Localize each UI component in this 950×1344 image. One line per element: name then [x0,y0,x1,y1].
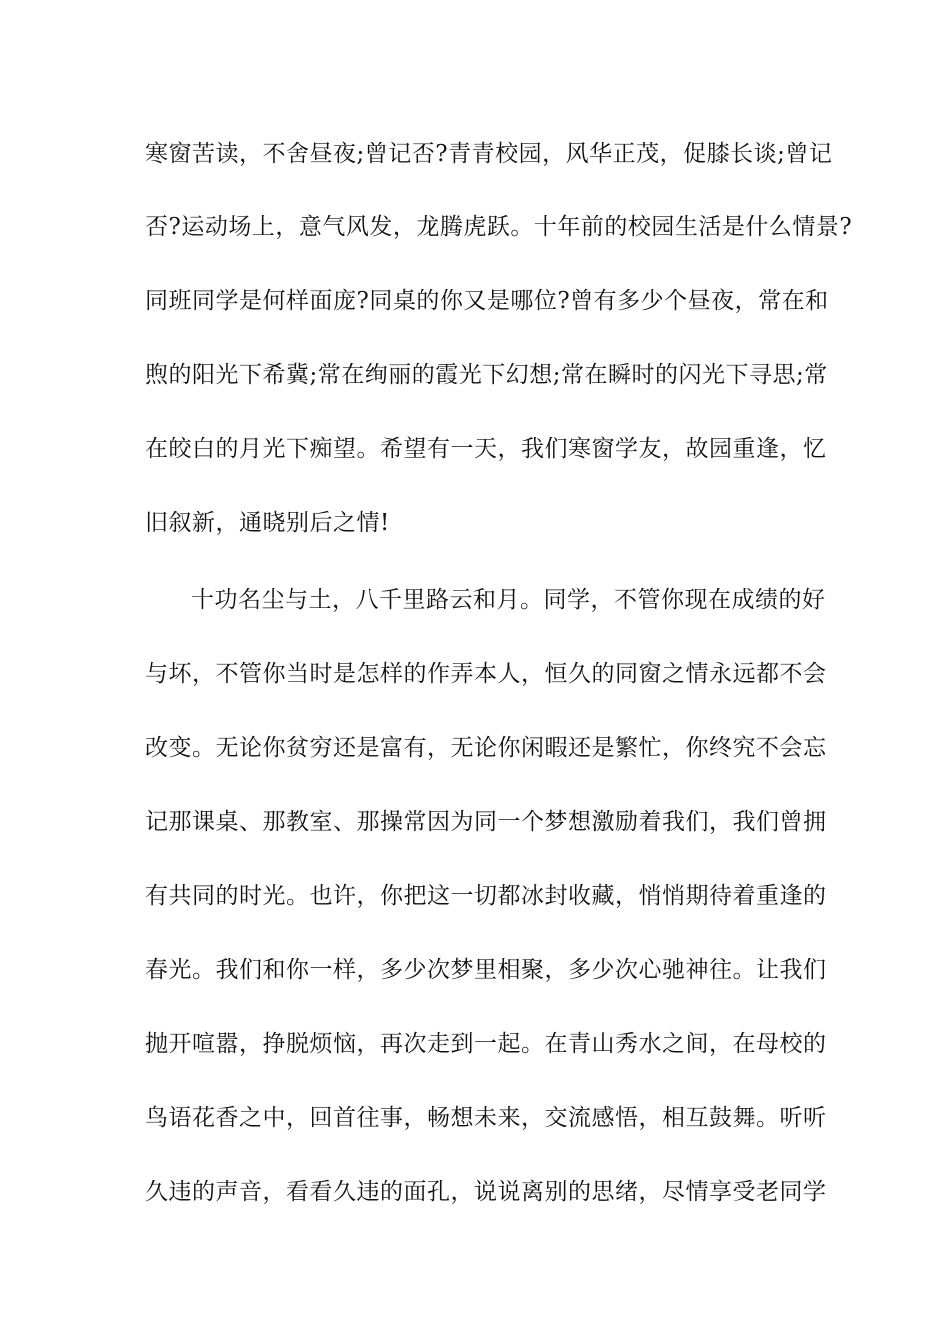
paragraph-1-line-3: 同班同学是何样面庞?同桌的你又是哪位?曾有多少个昼夜，常在和 [145,288,829,314]
paragraph-1-line-4: 煦的阳光下希冀;常在绚丽的霞光下幻想;常在瞬时的闪光下寻思;常 [145,362,828,388]
paragraph-2-line-1: 十功名尘与土，八千里路云和月。同学，不管你现在成绩的好 [191,587,826,613]
paragraph-1-line-1: 寒窗苦读，不舍昼夜;曾记否?青青校园，风华正茂，促膝长谈;曾记 [145,141,833,167]
paragraph-2-line-3: 改变。无论你贫穷还是富有，无论你闲暇还是繁忙，你终究不会忘 [145,735,827,761]
paragraph-1-line-6: 旧叙新，通晓别后之情! [145,510,390,536]
paragraph-2-line-2: 与坏，不管你当时是怎样的作弄本人，恒久的同窗之情永远都不会 [145,661,827,687]
paragraph-1-line-5: 在皎白的月光下痴望。希望有一天，我们寒窗学友，故园重逢，忆 [145,436,827,462]
paragraph-2-line-8: 鸟语花香之中，回首往事，畅想未来，交流感悟，相互鼓舞。听听 [145,1105,827,1131]
paragraph-2-line-6: 春光。我们和你一样，多少次梦里相聚，多少次心驰神往。让我们 [145,957,827,983]
paragraph-2-line-4: 记那课桌、那教室、那操常因为同一个梦想激励着我们，我们曾拥 [145,809,827,835]
paragraph-2-line-7: 抛开喧嚣，挣脱烦恼，再次走到一起。在青山秀水之间，在母校的 [145,1031,827,1057]
paragraph-2-line-5: 有共同的时光。也许，你把这一切都冰封收藏，悄悄期待着重逢的 [145,883,827,909]
paragraph-2-line-9: 久违的声音，看看久违的面孔，说说离别的思绪，尽情享受老同学 [145,1179,827,1205]
paragraph-1-line-2: 否?运动场上，意气风发，龙腾虎跃。十年前的校园生活是什么情景? [145,214,853,240]
